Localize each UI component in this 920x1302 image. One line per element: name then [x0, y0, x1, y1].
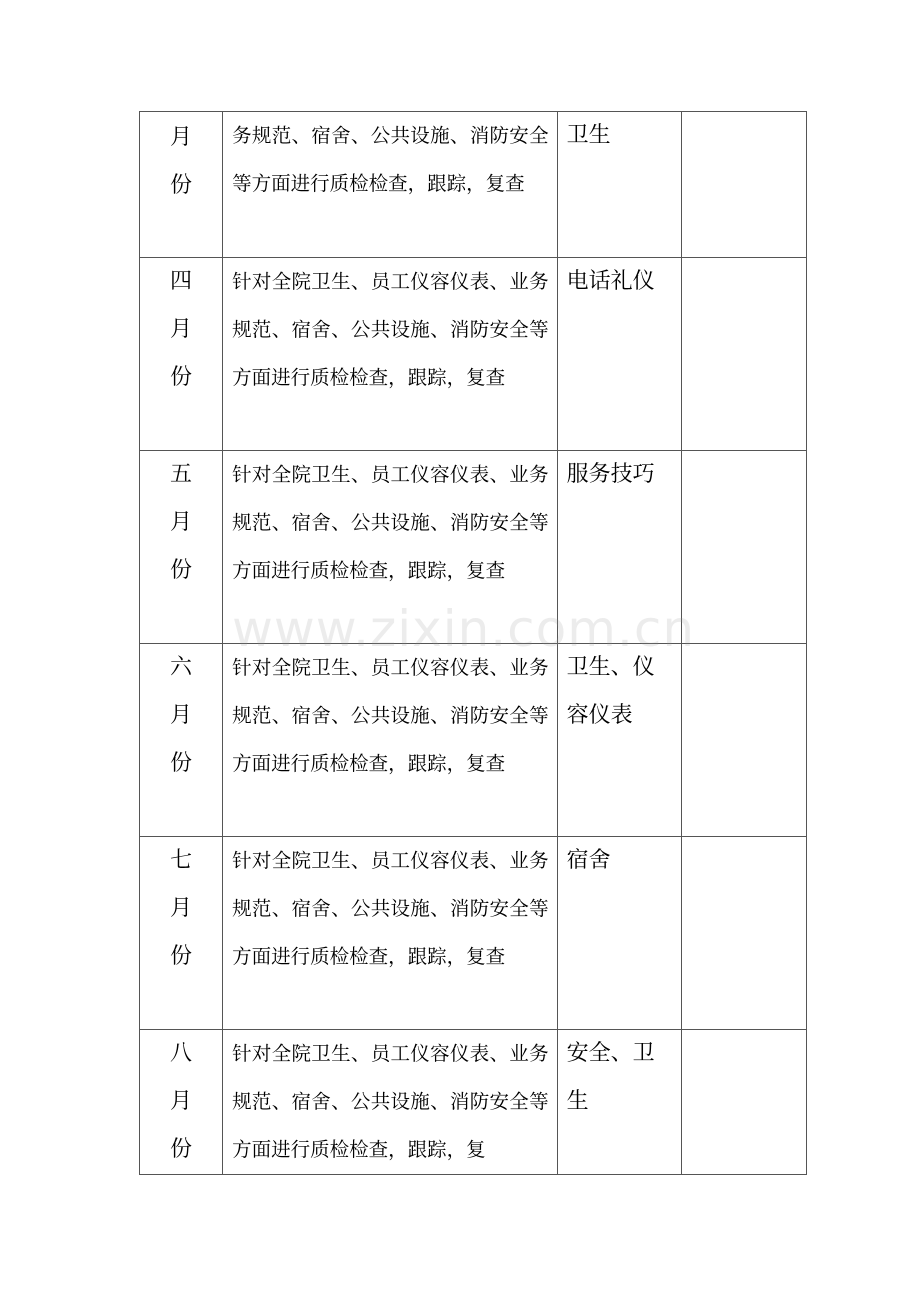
note-cell — [681, 258, 806, 451]
note-cell — [681, 451, 806, 644]
table-row — [140, 451, 807, 644]
plan-table — [139, 111, 807, 1175]
description-cell — [223, 112, 558, 258]
month-cell — [140, 837, 223, 1030]
description-cell — [223, 258, 558, 451]
month-label: 八月份 — [170, 1041, 193, 1162]
month-cell — [140, 644, 223, 837]
note-cell — [681, 112, 806, 258]
focus-text: 电话礼仪 — [566, 269, 655, 294]
focus-text: 卫生 — [566, 123, 611, 148]
focus-text: 服务技巧 — [566, 462, 655, 487]
note-cell — [681, 837, 806, 1030]
month-label: 七月份 — [170, 848, 193, 969]
description-cell — [223, 644, 558, 837]
focus-text: 安全、卫生 — [566, 1041, 655, 1114]
table-row — [140, 112, 807, 258]
month-label: 六月份 — [170, 655, 193, 776]
description-text: 针对全院卫生、员工仪容仪表、业务规范、宿舍、公共设施、消防安全等方面进行质检检查，跟踪，复查 — [232, 463, 549, 582]
note-cell — [681, 1030, 806, 1175]
description-cell — [223, 1030, 558, 1175]
focus-cell — [557, 644, 681, 837]
description-text: 针对全院卫生、员工仪容仪表、业务规范、宿舍、公共设施、消防安全等方面进行质检检查，跟踪，复查 — [232, 656, 549, 775]
month-cell — [140, 451, 223, 644]
month-label: 五月份 — [170, 462, 193, 583]
description-text: 针对全院卫生、员工仪容仪表、业务规范、宿舍、公共设施、消防安全等方面进行质检检查，跟踪，复 — [232, 1042, 549, 1161]
description-text: 务规范、宿舍、公共设施、消防安全等方面进行质检检查，跟踪，复查 — [232, 124, 549, 195]
focus-cell — [557, 837, 681, 1030]
focus-cell — [557, 112, 681, 258]
description-text: 针对全院卫生、员工仪容仪表、业务规范、宿舍、公共设施、消防安全等方面进行质检检查，跟踪，复查 — [232, 270, 549, 389]
focus-cell — [557, 258, 681, 451]
month-cell — [140, 112, 223, 258]
note-cell — [681, 644, 806, 837]
focus-cell — [557, 451, 681, 644]
table-row — [140, 837, 807, 1030]
month-label: 四月份 — [170, 269, 193, 390]
focus-text: 卫生、仪容仪表 — [566, 655, 655, 728]
watermark: www.zixin.com.cn — [232, 600, 696, 658]
description-text: 针对全院卫生、员工仪容仪表、业务规范、宿舍、公共设施、消防安全等方面进行质检检查，跟踪，复查 — [232, 849, 549, 968]
description-cell — [223, 837, 558, 1030]
month-cell — [140, 1030, 223, 1175]
month-label: 月份 — [170, 125, 193, 198]
table-row — [140, 1030, 807, 1175]
month-cell — [140, 258, 223, 451]
focus-cell — [557, 1030, 681, 1175]
table-row — [140, 644, 807, 837]
focus-text: 宿舍 — [566, 848, 611, 873]
table-row — [140, 258, 807, 451]
description-cell — [223, 451, 558, 644]
